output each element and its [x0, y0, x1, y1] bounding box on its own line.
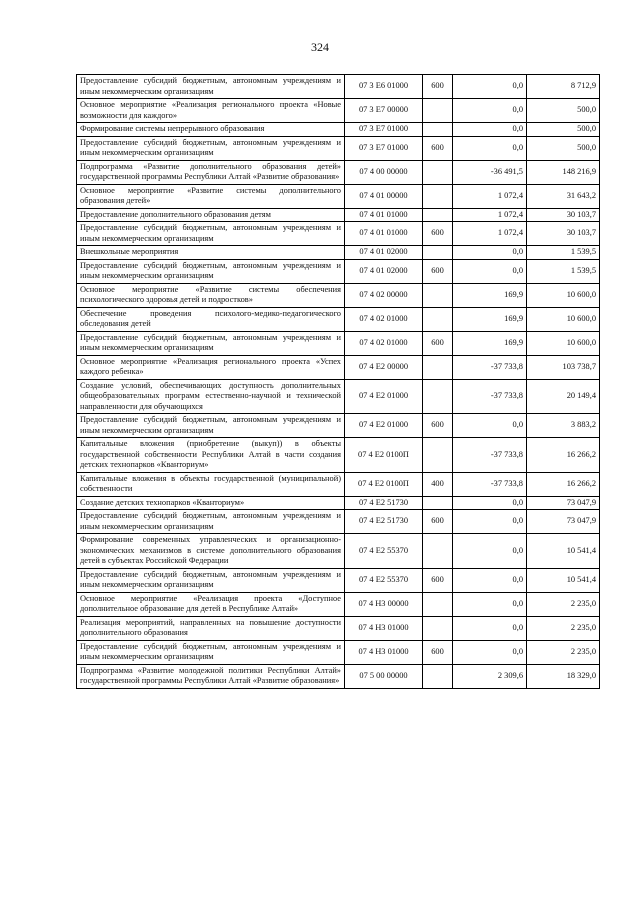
row-type	[423, 184, 453, 208]
row-name: Предоставление субсидий бюджетным, автономным учреждениям и иным некоммерческим организациям	[77, 75, 345, 99]
row-total: 2 235,0	[527, 592, 600, 616]
row-change: 169,9	[453, 307, 527, 331]
row-change: 0,0	[453, 75, 527, 99]
row-type: 600	[423, 640, 453, 664]
table-row	[77, 75, 600, 99]
row-total: 8 712,9	[527, 75, 600, 99]
row-code: 07 4 E2 55370	[345, 534, 423, 569]
row-name: Создание условий, обеспечивающих доступность дополнительных общеобразовательных программ естественно-научной и технической направленности для обучающихся	[77, 379, 345, 414]
row-name: Формирование современных управленческих и организационно-экономических механизмов в системе дополнительного образования детей в субъектах Российской Федерации	[77, 534, 345, 569]
row-type: 600	[423, 259, 453, 283]
row-change: 1 072,4	[453, 222, 527, 246]
row-type	[423, 534, 453, 569]
row-change: 0,0	[453, 99, 527, 123]
row-name: Реализация мероприятий, направленных на повышение доступности дополнительного образования	[77, 616, 345, 640]
row-type	[423, 616, 453, 640]
row-code: 07 4 01 00000	[345, 184, 423, 208]
row-total: 73 047,9	[527, 496, 600, 510]
row-change: 0,0	[453, 136, 527, 160]
row-name: Предоставление субсидий бюджетным, автономным учреждениям и иным некоммерческим организациям	[77, 568, 345, 592]
row-name: Внешкольные мероприятия	[77, 246, 345, 260]
table-row	[77, 246, 600, 260]
row-name: Основное мероприятие «Развитие системы обеспечения психологического здоровья детей и подростков»	[77, 283, 345, 307]
table-row	[77, 283, 600, 307]
row-change: 0,0	[453, 510, 527, 534]
budget-table	[76, 74, 600, 689]
row-type: 600	[423, 568, 453, 592]
row-total: 1 539,5	[527, 246, 600, 260]
row-code: 07 5 00 00000	[345, 664, 423, 688]
table-row	[77, 379, 600, 414]
row-change: 2 309,6	[453, 664, 527, 688]
row-code: 07 4 01 01000	[345, 208, 423, 222]
table-row	[77, 222, 600, 246]
row-type: 600	[423, 75, 453, 99]
row-name: Предоставление дополнительного образования детям	[77, 208, 345, 222]
row-total: 1 539,5	[527, 259, 600, 283]
row-type	[423, 99, 453, 123]
row-type	[423, 160, 453, 184]
row-change: -37 733,8	[453, 379, 527, 414]
row-total: 10 600,0	[527, 307, 600, 331]
row-name: Предоставление субсидий бюджетным, автономным учреждениям и иным некоммерческим организациям	[77, 510, 345, 534]
table-row	[77, 123, 600, 137]
table-row	[77, 184, 600, 208]
row-type	[423, 123, 453, 137]
row-name: Основное мероприятие «Развитие системы дополнительного образования детей»	[77, 184, 345, 208]
row-name: Предоставление субсидий бюджетным, автономным учреждениям и иным некоммерческим организациям	[77, 136, 345, 160]
table-row	[77, 568, 600, 592]
row-code: 07 3 E7 01000	[345, 123, 423, 137]
row-change: 0,0	[453, 534, 527, 569]
row-change: -37 733,8	[453, 438, 527, 473]
table-row	[77, 640, 600, 664]
row-name: Основное мероприятие «Реализация проекта «Доступное дополнительное образование для детей в Республике Алтай»	[77, 592, 345, 616]
row-name: Основное мероприятие «Реализация регионального проекта «Новые возможности для каждого»	[77, 99, 345, 123]
row-type: 400	[423, 472, 453, 496]
table-row	[77, 99, 600, 123]
row-code: 07 4 E2 01000	[345, 379, 423, 414]
row-name: Предоставление субсидий бюджетным, автономным учреждениям и иным некоммерческим организациям	[77, 259, 345, 283]
row-code: 07 4 E2 51730	[345, 510, 423, 534]
row-type	[423, 307, 453, 331]
row-type	[423, 592, 453, 616]
row-code: 07 4 01 01000	[345, 222, 423, 246]
budget-table-body	[77, 75, 600, 689]
row-type: 600	[423, 331, 453, 355]
table-row	[77, 136, 600, 160]
table-row	[77, 160, 600, 184]
row-total: 500,0	[527, 123, 600, 137]
row-change: 0,0	[453, 568, 527, 592]
row-code: 07 4 Н3 01000	[345, 616, 423, 640]
row-code: 07 4 02 01000	[345, 307, 423, 331]
row-total: 20 149,4	[527, 379, 600, 414]
row-total: 2 235,0	[527, 640, 600, 664]
row-change: 0,0	[453, 640, 527, 664]
row-total: 73 047,9	[527, 510, 600, 534]
row-code: 07 4 E2 0100П	[345, 438, 423, 473]
row-type	[423, 496, 453, 510]
row-change: 1 072,4	[453, 184, 527, 208]
table-row	[77, 664, 600, 688]
row-code: 07 3 E7 01000	[345, 136, 423, 160]
row-change: 0,0	[453, 123, 527, 137]
row-total: 103 738,7	[527, 355, 600, 379]
row-total: 16 266,2	[527, 472, 600, 496]
row-name: Капитальные вложения в объекты государственной (муниципальной) собственности	[77, 472, 345, 496]
row-code: 07 4 E2 00000	[345, 355, 423, 379]
table-row	[77, 496, 600, 510]
row-name: Формирование системы непрерывного образования	[77, 123, 345, 137]
row-change: 0,0	[453, 592, 527, 616]
row-name: Предоставление субсидий бюджетным, автономным учреждениям и иным некоммерческим организациям	[77, 331, 345, 355]
row-change: 0,0	[453, 616, 527, 640]
table-row	[77, 472, 600, 496]
row-total: 30 103,7	[527, 208, 600, 222]
row-total: 18 329,0	[527, 664, 600, 688]
row-total: 10 541,4	[527, 568, 600, 592]
table-row	[77, 355, 600, 379]
row-type	[423, 438, 453, 473]
row-total: 10 541,4	[527, 534, 600, 569]
row-name: Предоставление субсидий бюджетным, автономным учреждениям и иным некоммерческим организациям	[77, 222, 345, 246]
row-code: 07 4 E2 55370	[345, 568, 423, 592]
row-type: 600	[423, 222, 453, 246]
row-total: 500,0	[527, 136, 600, 160]
row-total: 3 883,2	[527, 414, 600, 438]
row-change: 0,0	[453, 414, 527, 438]
row-change: 169,9	[453, 331, 527, 355]
row-code: 07 4 Н3 01000	[345, 640, 423, 664]
row-name: Предоставление субсидий бюджетным, автономным учреждениям и иным некоммерческим организациям	[77, 640, 345, 664]
row-code: 07 4 02 01000	[345, 331, 423, 355]
page-number: 324	[311, 40, 329, 54]
row-total: 30 103,7	[527, 222, 600, 246]
table-row	[77, 438, 600, 473]
table-row	[77, 307, 600, 331]
row-name: Подпрограмма «Развитие дополнительного образования детей» государственной программы Республики Алтай «Развитие образования»	[77, 160, 345, 184]
table-row	[77, 331, 600, 355]
row-code: 07 3 E6 01000	[345, 75, 423, 99]
row-type: 600	[423, 510, 453, 534]
row-type	[423, 208, 453, 222]
row-change: -37 733,8	[453, 472, 527, 496]
row-name: Предоставление субсидий бюджетным, автономным учреждениям и иным некоммерческим организациям	[77, 414, 345, 438]
row-type: 600	[423, 136, 453, 160]
row-name: Обеспечение проведения психолого-медико-педагогического обследования детей	[77, 307, 345, 331]
table-row	[77, 534, 600, 569]
table-row	[77, 616, 600, 640]
row-change: 0,0	[453, 496, 527, 510]
row-code: 07 4 E2 0100П	[345, 472, 423, 496]
row-name: Создание детских технопарков «Кванториум»	[77, 496, 345, 510]
row-type	[423, 664, 453, 688]
table-row	[77, 414, 600, 438]
table-row	[77, 510, 600, 534]
row-code: 07 4 01 02000	[345, 259, 423, 283]
row-code: 07 4 Н3 00000	[345, 592, 423, 616]
row-total: 2 235,0	[527, 616, 600, 640]
row-name: Подпрограмма «Развитие молодежной политики Республики Алтай» государственной программы Республики Алтай «Развитие образования»	[77, 664, 345, 688]
row-code: 07 3 E7 00000	[345, 99, 423, 123]
row-code: 07 4 01 02000	[345, 246, 423, 260]
row-change: 169,9	[453, 283, 527, 307]
row-type: 600	[423, 414, 453, 438]
row-total: 500,0	[527, 99, 600, 123]
row-type	[423, 246, 453, 260]
row-code: 07 4 00 00000	[345, 160, 423, 184]
row-change: -36 491,5	[453, 160, 527, 184]
row-code: 07 4 E2 51730	[345, 496, 423, 510]
row-total: 148 216,9	[527, 160, 600, 184]
row-code: 07 4 02 00000	[345, 283, 423, 307]
row-type	[423, 355, 453, 379]
row-total: 10 600,0	[527, 283, 600, 307]
row-name: Капитальные вложения (приобретение (выкуп)) в объекты государственной собственности Республики Алтай в части создания детских технопарков «Кванториум»	[77, 438, 345, 473]
table-row	[77, 208, 600, 222]
row-total: 16 266,2	[527, 438, 600, 473]
row-total: 10 600,0	[527, 331, 600, 355]
row-name: Основное мероприятие «Реализация регионального проекта «Успех каждого ребенка»	[77, 355, 345, 379]
table-row	[77, 592, 600, 616]
row-change: 0,0	[453, 246, 527, 260]
row-type	[423, 283, 453, 307]
row-type	[423, 379, 453, 414]
row-change: 0,0	[453, 259, 527, 283]
row-code: 07 4 E2 01000	[345, 414, 423, 438]
row-total: 31 643,2	[527, 184, 600, 208]
row-change: -37 733,8	[453, 355, 527, 379]
row-change: 1 072,4	[453, 208, 527, 222]
table-row	[77, 259, 600, 283]
